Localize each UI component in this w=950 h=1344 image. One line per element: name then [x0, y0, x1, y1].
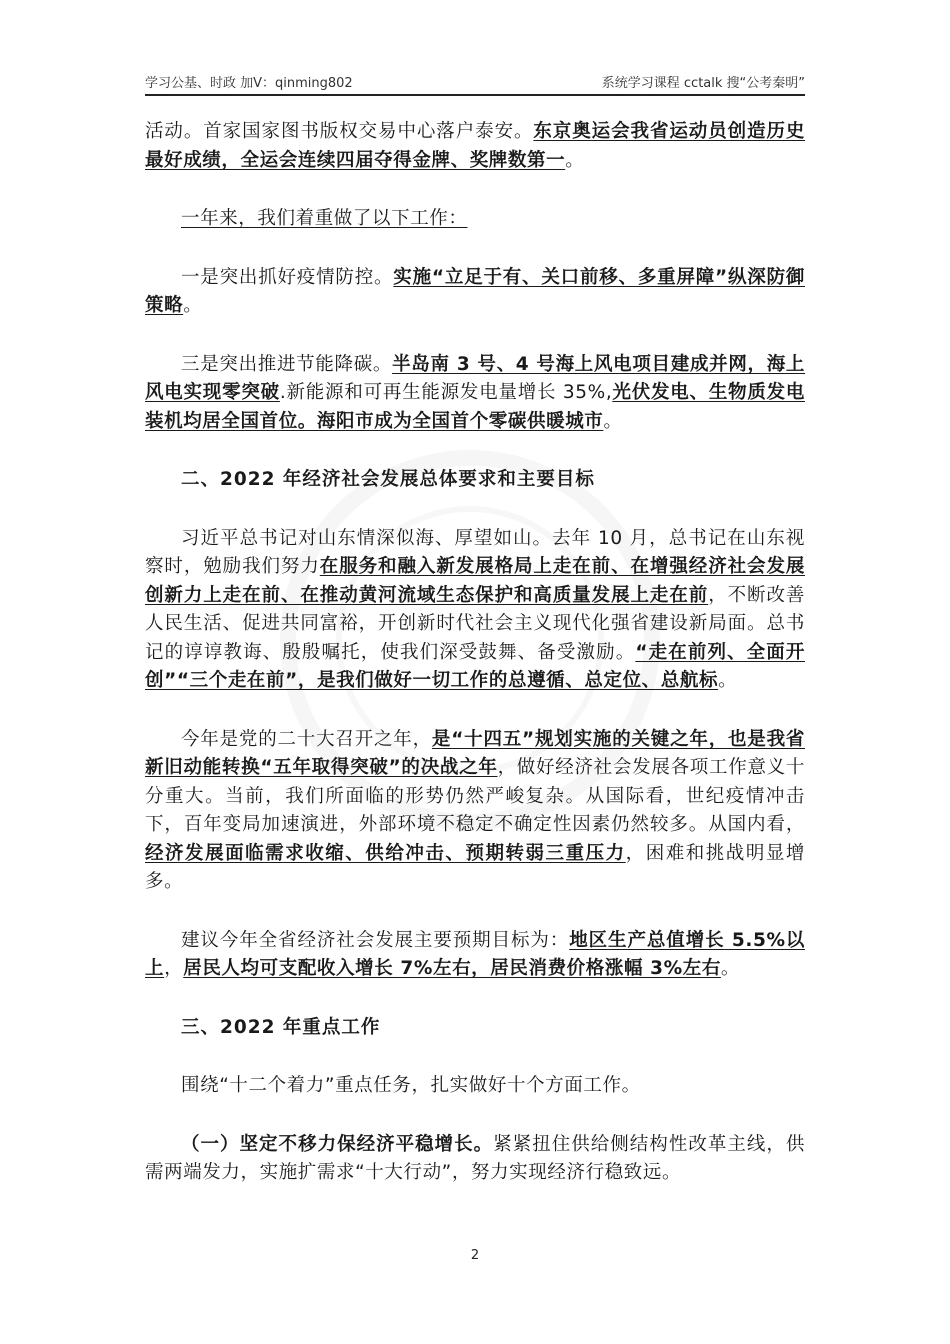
text-segment: 一是突出抓好疫情防控。 [181, 266, 394, 288]
highlight-text: 居民人均可支配收入增长 7%左右，居民消费价格涨幅 3%左右 [183, 958, 721, 979]
paragraph-this-year [145, 726, 805, 897]
subheading-text: （一）坚定不移力保经济平稳增长。 [181, 1133, 494, 1155]
paragraph-energy [145, 351, 805, 437]
document-body [145, 118, 805, 1188]
header-left-text: 学习公基、时政 加V：qinming802 [145, 76, 353, 91]
text-segment: ，做好经济社会发展各项工作意义十分重大。当前，我们所面临的形势仍然严峻复杂。从国际看，世纪疫情冲击下，百年变局加速演进，外部环境不稳定不确定性因素仍然较多。从国内看， [145, 757, 806, 835]
text-segment: 。 [603, 410, 623, 432]
page-header [145, 68, 805, 96]
header-right-text: 系统学习课程 cctalk 搜“公考秦明” [601, 76, 805, 91]
text-segment: 习近平总书记对山东情深似海、厚望如山。去年 10 月，总书记在山东视察时，勉励我们努力 [145, 527, 805, 577]
text-segment: 。 [565, 149, 585, 171]
paragraph-targets [145, 927, 805, 984]
page-number: 2 [470, 1248, 480, 1263]
text-segment: 活动。首家国家图书版权交易中心落户泰安。 [145, 121, 534, 142]
highlight-text: “走在前列、全面开创”“三个走在前”，是我们做好一切工作的总遵循、总定位、总航标 [145, 641, 805, 691]
highlight-text: 在服务和融入新发展格局上走在前、在增强经济社会发展创新力上走在前、在推动黄河流域生态保护和高质量发展上走在前 [145, 556, 805, 606]
highlight-text: 地区生产总值增长 5.5%以上 [145, 929, 805, 979]
text-segment: 紧紧扭住供给侧结构性改革主线，供需两端发力，实施扩需求“十大行动”，努力实现经济行稳致远。 [145, 1133, 805, 1183]
heading-text: 二、2022 年经济社会发展总体要求和主要目标 [181, 469, 595, 490]
highlight-text: 是“十四五”规划实施的关键之年，也是我省新旧动能转换“五年取得突破”的决战之年 [145, 728, 805, 778]
highlight-text: 实施“立足于有、关口前移、多重屏障”纵深防御策略 [145, 266, 805, 316]
text-segment: .新能源和可再生能源发电量增长 35%, [279, 382, 613, 403]
section-heading-2 [145, 466, 805, 495]
text-segment: 建议今年全省经济社会发展主要预期目标为： [181, 929, 570, 951]
paragraph-work-intro [145, 205, 805, 234]
paragraph-stable-growth [145, 1131, 805, 1188]
paragraph-sports [145, 118, 805, 175]
highlight-text: 东京奥运会我省运动员创造历史最好成绩，全运会连续四届夺得金牌、奖牌数第一 [145, 121, 805, 171]
text-segment: 今年是党的二十大召开之年， [181, 728, 432, 750]
paragraph-twelve-focus [145, 1072, 805, 1101]
highlight-text: 光伏发电、生物质发电装机均居全国首位。海阳市成为全国首个零碳供暖城市 [145, 382, 805, 432]
text-segment: 。 [720, 958, 741, 979]
section-intro: 一年来，我们着重做了以下工作： [181, 208, 468, 229]
text-segment: ， [164, 958, 184, 979]
paragraph-epidemic [145, 264, 805, 321]
highlight-text: 半岛南 3 号、4 号海上风电项目建成并网，海上风电实现零突破 [145, 353, 805, 403]
text-segment: 三是突出推进节能降碳。 [181, 353, 393, 375]
text-segment: 。 [718, 670, 738, 691]
text-segment: ，困难和挑战明显增多。 [145, 842, 805, 892]
highlight-text: 经济发展面临需求收缩、供给冲击、预期转弱三重压力 [145, 842, 626, 864]
paragraph-xi-visit [145, 525, 805, 696]
heading-text: 三、2022 年重点工作 [181, 1016, 381, 1038]
text-segment: ，不断改善人民生活、促进共同富裕，开创新时代社会主义现代化强省建设新局面。总书记的谆谆教诲、殷殷嘱托，使我们深受鼓舞、备受激励。 [145, 584, 805, 663]
text-segment: 围绕“十二个着力”重点任务，扎实做好十个方面工作。 [181, 1075, 641, 1096]
text-segment: 。 [183, 295, 203, 316]
section-heading-3 [145, 1014, 805, 1043]
